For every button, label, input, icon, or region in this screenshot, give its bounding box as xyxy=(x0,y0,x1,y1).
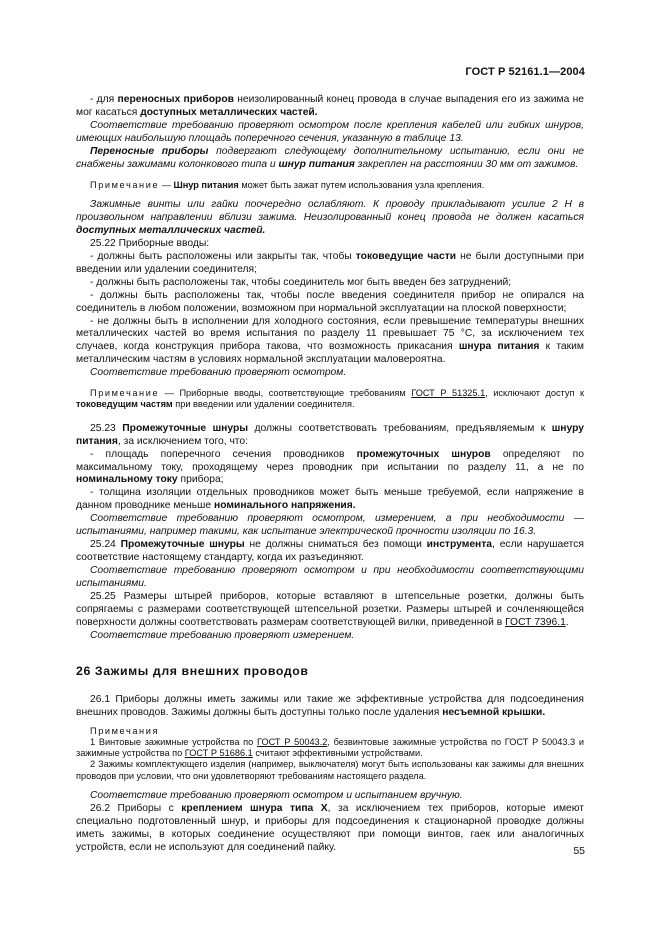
clause-25-22-check: Соответствие требованию проверяют осмотром. xyxy=(90,367,347,379)
clause-25-23: 25.23 Промежуточные шнуры должны соответствовать требованиям, предъявляемым к шнуру питания, за исключением того, что: xyxy=(76,422,584,447)
page-body xyxy=(76,94,584,855)
clause-25-24: 25.24 Промежуточные шнуры не должны сниматься без помощи инструмента, если нарушается соответствие настоящему стандарту, когда их разъединяют. xyxy=(76,539,584,564)
section-26-heading: 26 Зажимы для внешних проводов xyxy=(76,663,309,678)
note-appliance-inlets: Примечание — Приборные вводы, соответствующие требованиям ГОСТ Р 51325.1, исключают доступ к токоведущим частям при введении или удалении соединителя. xyxy=(76,388,584,410)
note-26-1-item-2: 2 Зажимы комплектующего изделия (например, выключателя) могут быть использованы как зажимы для внешних проводов при условии, что они удовлетворяют требованиям настоящего раздела. xyxy=(76,759,584,781)
clause-25-23-check: Соответствие требованию проверяют осмотром, измерением, а при необходимости — испытаниями, например такими, как испытание электрической прочности изоляции по 16.3. xyxy=(76,513,584,538)
clause-25-24-check: Соответствие требованию проверяют осмотром и при необходимости соответствующими испытаниями. xyxy=(76,565,584,590)
clause-25-22-item-4: - не должны быть в исполнении для холодного состояния, если превышение температуры внешних металлических частей во время испытания по разделу 11 превышает 75 °С, за исключением тех случаев, когда конструкция прибора такова, что возможность прикасания шнура питания к таким металлическим частям в условиях нормальной эксплуатации маловероятна. xyxy=(76,315,584,366)
page-number: 55 xyxy=(573,845,585,857)
standard-header: ГОСТ Р 52161.1—2004 xyxy=(465,66,585,78)
clause-26-2: 26.2 Приборы с креплением шнура типа X, за исключением тех приборов, которые имеют специально подготовленный шнур, и приборы для подсоединения к стационарной проводке должны иметь зажимы, в которых соединение осуществляют при помощи винтов, гаек или аналогичных устройств, если не используют для соединений пайку. xyxy=(76,802,584,853)
clause-26-1: 26.1 Приборы должны иметь зажимы или такие же эффективные устройства для подсоединения внешних проводов. Зажимы должны быть доступны только после удаления несъемной крышки. xyxy=(76,693,584,718)
clause-25-23-item-1: - площадь поперечного сечения проводников промежуточных шнуров определяют по максимальному току, проходящему через проводник при испытании по разделу 11, а не по номинальному току прибора; xyxy=(76,448,584,486)
notes-heading: Примечания xyxy=(90,725,160,736)
ref-gost-51325-1[interactable]: ГОСТ Р 51325.1 xyxy=(411,388,486,399)
paragraph-portable-test: Переносные приборы подвергают следующему дополнительному испытанию, если они не снабжены зажимами колонкового типа и шнур питания закреплен на расстоянии 30 мм от зажимов. xyxy=(76,145,584,170)
ref-gost-50043-2[interactable]: ГОСТ Р 50043.2 xyxy=(257,736,328,747)
clause-25-22-item-2: - должны быть расположены так, чтобы соединитель мог быть введен без затруднений; xyxy=(90,276,512,288)
clause-25-22-title: 25.22 Приборные вводы: xyxy=(90,237,210,249)
ref-gost-51686-1[interactable]: ГОСТ Р 51686.1 xyxy=(184,748,253,759)
paragraph-screw-test: Зажимные винты или гайки поочередно ослабляют. К проводу прикладывают усилие 2 Н в произвольном направлении вблизи зажима. Неизолированный конец провода не должен касаться доступных металлических частей. xyxy=(76,198,584,236)
note-supply-cord: Примечание — Шнур питания может быть зажат путем использования узла крепления. xyxy=(90,179,485,190)
clause-26-1-check: Соответствие требованию проверяют осмотром и испытанием вручную. xyxy=(90,789,463,801)
clause-25-25: 25.25 Размеры штырей приборов, которые вставляют в штепсельные розетки, должны быть сопрягаемы с размерами соответствующей штепсельной розетки. Размеры штырей и сочленяющейся поверхности должны соответствовать размерам соответствующей вилки, приведенной в ГОСТ 7396.1. xyxy=(76,591,584,628)
paragraph-portable-appliances: - для переносных приборов неизолированный конец провода в случае выпадения его из зажима не мог касаться доступных металлических частей. xyxy=(76,94,584,118)
clause-25-22-item-1: - должны быть расположены или закрыты так, чтобы токоведущие части не были доступными при введении или удалении соединителя; xyxy=(76,250,584,275)
clause-25-25-check: Соответствие требованию проверяют измерением. xyxy=(90,629,355,641)
compliance-check-paragraph: Соответствие требованию проверяют осмотром после крепления кабелей или гибких шнуров, имеющих наибольшую площадь поперечного сечения, указанную в таблице 13. xyxy=(76,119,584,144)
ref-gost-7396-1[interactable]: ГОСТ 7396.1 xyxy=(505,616,566,628)
clause-25-22-item-3: - должны быть расположены так, чтобы после введения соединителя прибор не опирался на соединитель в любом положении, возможном при нормальной эксплуатации на плоской поверхности; xyxy=(76,289,584,314)
clause-25-23-item-2: - толщина изоляции отдельных проводников может быть меньше требуемой, если напряжение в данном проводнике меньше номинального напряжения. xyxy=(76,487,584,512)
note-26-1-item-1: 1 Винтовые зажимные устройства по ГОСТ Р 50043.2, безвинтовые зажимные устройства по ГОСТ Р 50043.3 и зажимные устройства по ГОСТ Р 51686.1 считают эффективными устройствами. xyxy=(76,736,584,759)
